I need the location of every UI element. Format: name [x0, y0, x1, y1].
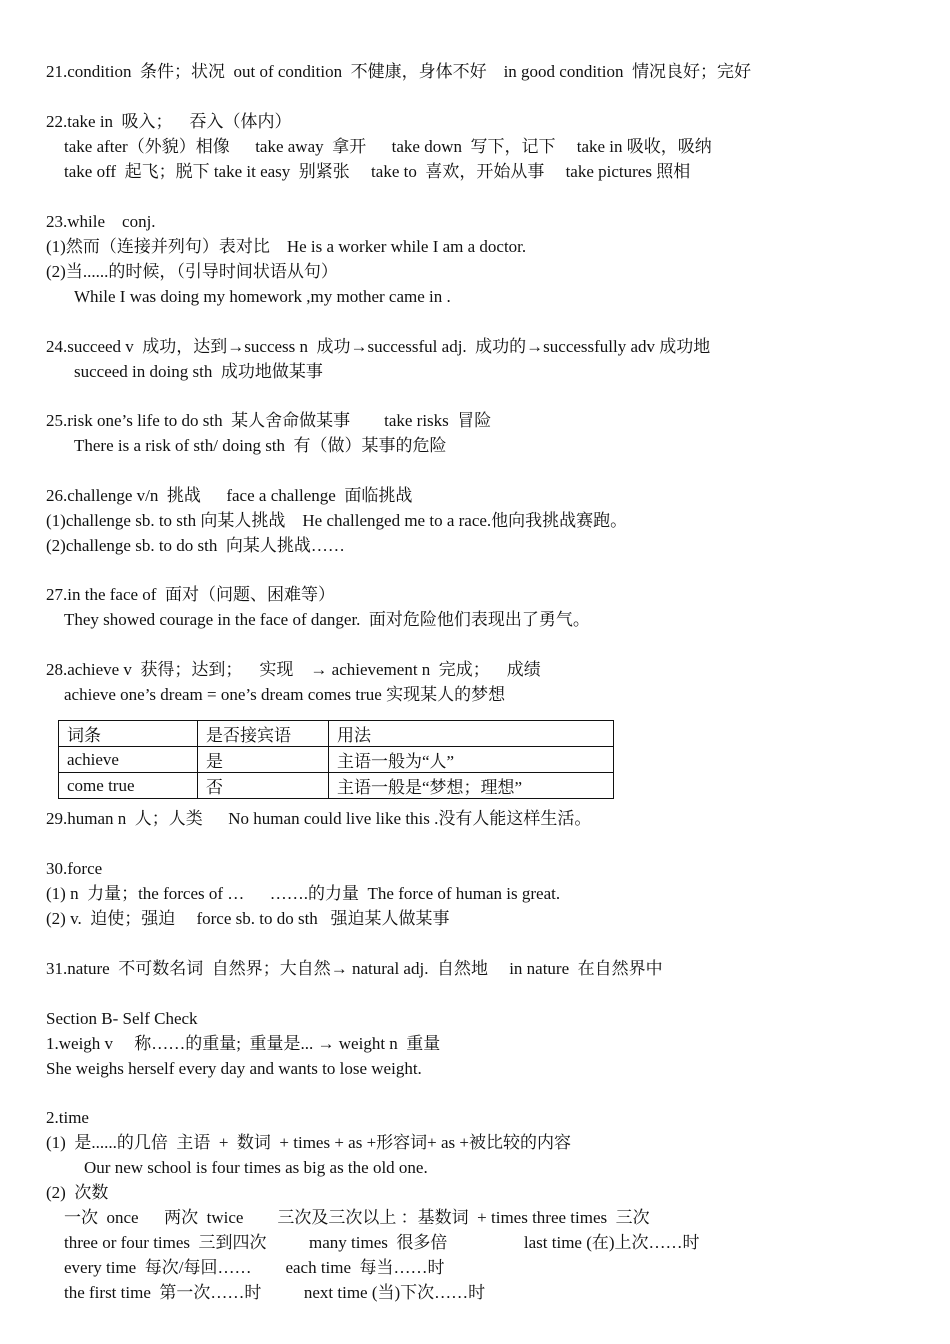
entry-28: 28.achieve v 获得；达到； 实现 → achievement n 完成； 成绩	[46, 660, 541, 679]
entry-b2-phrases-3: every time 每次/每回…… each time 每当……时	[64, 1258, 445, 1277]
entry-27-example: They showed courage in the face of danger. 面对危险他们表现出了勇气。	[64, 610, 590, 629]
entry-25-phrase: There is a risk of sth/ doing sth 有（做）某事的危险	[74, 436, 447, 455]
entry-26-usage-1: (1)challenge sb. to sth 向某人挑战 He challenged me to a race.他向我挑战赛跑。	[46, 511, 628, 530]
entry-b2-phrases-2: three or four times 三到四次 many times 很多倍 last time (在)上次……时	[64, 1233, 700, 1252]
entry-28-phrase: achieve one’s dream = one’s dream comes true 实现某人的梦想	[64, 685, 506, 704]
table-cell: 主语一般是“梦想；理想”	[329, 773, 614, 799]
table-header-cell: 是否接宾语	[198, 721, 329, 747]
entry-b2-sense-2: (2) 次数	[46, 1183, 109, 1202]
usage-table	[58, 720, 614, 799]
entry-b2-phrases-4: the first time 第一次……时 next time (当)下次……时	[64, 1283, 486, 1302]
table-header-cell: 词条	[59, 721, 198, 747]
table-cell: come true	[59, 773, 198, 799]
entry-30-sense-1: (1) n 力量；the forces of … …….的力量 The force of human is great.	[46, 884, 561, 903]
entry-b1: 1.weigh v 称……的重量; 重量是... → weight n 重量	[46, 1034, 441, 1053]
entry-23: 23.while conj.	[46, 212, 156, 231]
entry-30: 30.force	[46, 859, 103, 878]
entry-b1-example: She weighs herself every day and wants to lose weight.	[46, 1059, 422, 1078]
table-cell: achieve	[59, 747, 198, 773]
entry-b2-phrases-1: 一次 once 两次 twice 三次及三次以上 ：基数词 + times three times 三次	[64, 1208, 650, 1227]
entry-b2: 2.time	[46, 1108, 89, 1127]
table-row	[59, 747, 614, 773]
table-cell: 是	[198, 747, 329, 773]
entry-22: 22.take in 吸入； 吞入（体内）	[46, 112, 292, 131]
entry-b2-sense-1: (1) 是......的几倍 主语 + 数词 + times + as +形容词+ as +被比较的内容	[46, 1133, 571, 1152]
entry-26-usage-2: (2)challenge sb. to do sth 向某人挑战……	[46, 536, 345, 555]
table-header-row	[59, 721, 614, 747]
entry-23-example: While I was doing my homework ,my mother came in .	[74, 287, 451, 306]
entry-25: 25.risk one’s life to do sth 某人舍命做某事 take risks 冒险	[46, 411, 492, 430]
entry-24: 24.succeed v 成功，达到→success n 成功→successful adj. 成功的→successfully adv 成功地	[46, 337, 711, 356]
table-row	[59, 773, 614, 799]
table-cell: 否	[198, 773, 329, 799]
entry-23-sense-2: (2)当......的时候，（引导时间状语从句）	[46, 262, 338, 281]
entry-23-sense-1: (1)然而（连接并列句）表对比 He is a worker while I am a doctor.	[46, 237, 527, 256]
entry-21: 21.condition 条件；状况 out of condition 不健康，身体不好 in good condition 情况良好；完好	[46, 62, 752, 81]
entry-24-phrase: succeed in doing sth 成功地做某事	[74, 362, 323, 381]
entry-30-sense-2: (2) v. 迫使；强迫 force sb. to do sth 强迫某人做某事	[46, 909, 450, 928]
entry-29: 29.human n 人；人类 No human could live like this .没有人能这样生活。	[46, 809, 592, 828]
entry-22-line-2: take after（外貌）相像 take away 拿开 take down 写下，记下 take in 吸收，吸纳	[64, 137, 712, 156]
entry-22-line-3: take off 起飞；脱下 take it easy 别紧张 take to 喜欢，开始从事 take pictures 照相	[64, 162, 691, 181]
entry-26: 26.challenge v/n 挑战 face a challenge 面临挑战	[46, 486, 413, 505]
section-heading: Section B- Self Check	[46, 1009, 198, 1028]
entry-27: 27.in the face of 面对（问题、困难等）	[46, 585, 335, 604]
table-header-cell: 用法	[329, 721, 614, 747]
entry-b2-example: Our new school is four times as big as the old one.	[84, 1158, 428, 1177]
table-cell: 主语一般为“人”	[329, 747, 614, 773]
entry-31: 31.nature 不可数名词 自然界；大自然→ natural adj. 自然地 in nature 在自然界中	[46, 959, 663, 978]
